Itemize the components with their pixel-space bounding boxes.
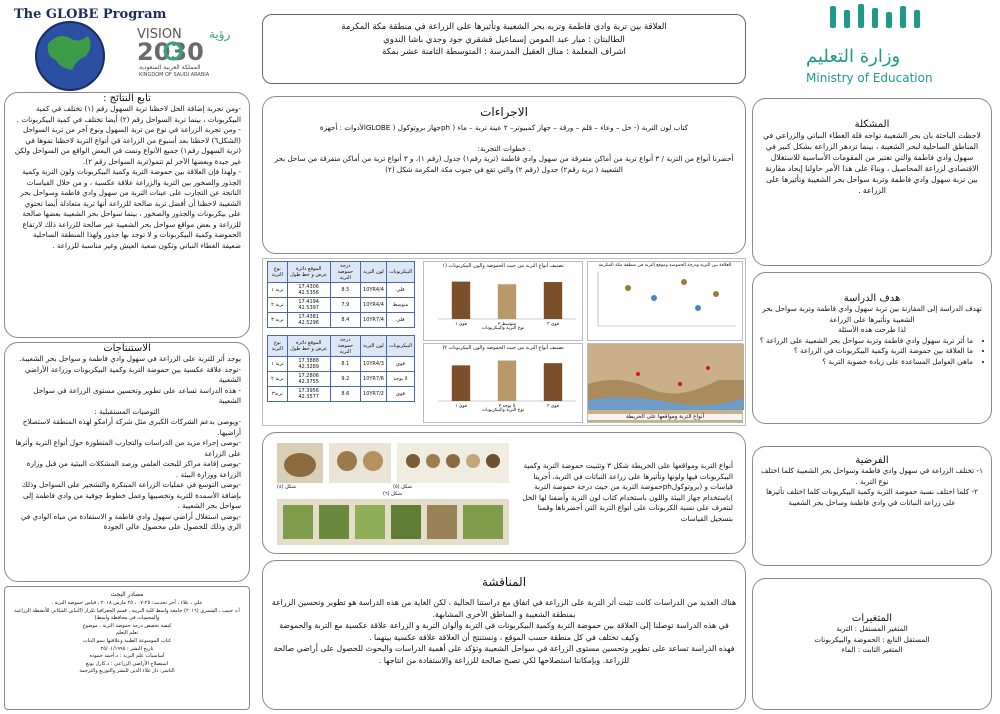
conclusions-box [4,342,250,582]
table-header: درجة حموضة التربة [330,336,360,357]
map-svg [588,344,744,410]
figures-text: أنواع التربة ومواقعها على الخريطة شكل ٣ وتثبيت حموضة التربة وكمية البيكربونات فيها ولونها وتأثيرها على زراعة النباتات في التربة، أجرينا قياسات و (بروتوكولphحموضة التربة من حيث درجة حموضة التربة )باستخدام جهاز البيئة واللون باستخدام كتاب لون التربة وأضفنا لها الخل لنتعرف على نسبة الكربونات على أنواع التربة التي أحضرناها وقمنا بتسجيل القياسات [522,461,733,523]
vision-2030-logo [133,22,253,78]
svg-text:KINGDOM OF SAUDI ARABIA: KINGDOM OF SAUDI ARABIA [139,72,210,78]
chart-tick-label: قوي ٣ [547,404,559,409]
recommendation-item: -يوصى التوسع في عمليات الزراعة المبتكرة والتشجير على السواحل وذلك بإضافة الأسمدة للتربة وتخصيبها وعمل خطوط جوفية من وادي فاطمة إلى سواحل بحر الشعيبة . [21,480,241,510]
discussion-p2: في هذه الدراسة توصلنا إلى العلاقة بين حموضة التربة وكمية البيكربونات في التربة وألوان التربة و الزراعة علاقة عكسية مع التربة والحموضة وكيف تختلف في كل منطقة حسب الموقع ، ونستنتج أن العلاقة علاقة عكسية بينهما . [279,621,729,642]
map-caption: أنواع التربة ومواقعها على الخريطة [588,414,742,420]
results-p3: - ولهذا فإن العلاقة بين حموضة التربة وكمية البيكربونات ولون التربة وكمية الجذور والصخور بين التربة والزراعة علاقة عكسية ، و من خلال القياسات الناتجة عن التجارب على عينات التربة من سهول وادي فاطمة وسواحل بحر الشعيبة لاحظنا أن أفضل تربة صالحة للزراعة أنها تربة متعادلة أيضا تحتوي على بيكربونات والجذور والصخور ، بينما سواحل بحر الشعيبة بعضها صالحة للزراعة و بعض مواقع سواحل بحر الشعيبة غير صالحة للزراعة ذلك لارتفاع الحموضة وكمية البيكربونات و لا توجد بها جذور ولهذا المنطقة الساحلية ضعيفة الغطاء النباتي وتكون صعبة العيش وغير مناسبة للزراعة . [20,167,241,250]
table-row: متوسط 10YR4/4 7.9 17.4194 42.5397 تربة ٢ [268,298,415,313]
chart-tick-label: قوي ٣ [547,322,559,327]
chart-1-title: تصنيف أنواع التربة من حيث الحموضة والون البيكربونات (١ [442,263,564,269]
ministry-of-education-logo [800,0,990,90]
table-row: قوي 10YR4/3 8.1 17.3888 42.3289 تربة ١ [268,357,415,372]
figures-box [262,432,746,554]
chart-bar [544,363,562,401]
reference-line: استصلاح الأراضي الزراعي : د.كارل يونغ [85,660,169,667]
chart-2-title: تصنيف أنواع التربة من حيث الحموضة والون البيكربونات ٢( [442,345,564,351]
reference-line: تعلم التعلم [115,630,139,637]
svg-text:رؤية: رؤية [209,27,231,41]
procedures-title: الاجراءات [480,105,528,119]
table-1 [267,261,415,328]
references-title: مصادر البحث [110,591,144,598]
problem-title: المشكلة [854,119,890,130]
table-header: نوع التربة [268,336,288,357]
table-header: لون التربة [361,262,387,283]
scatter-plot [587,261,743,341]
svg-text:وزارة التعليم: وزارة التعليم [806,46,901,67]
hypothesis-1: ١- تختلف الزراعة في سهول وادي فاطمة وسواحل بحر الشعيبة كلما اختلف نوع التربة . [761,466,983,486]
table-header: الموقع دائرة عرض و خط طول [287,262,330,283]
hypothesis-box [752,446,992,566]
problem-text: لاحظت الباحثة بان بحر الشعيبة تواجه قلة الغطاء النباتي والزراعي في المناطق الساحلية لبحر الشعيبة ، بينما تزدهر الزراعة بشكل كبير في سهول وادي فاطمة والتي تعتبر من المقومات الأساسية للاستغلال الاقتصادي لزراعة المحاصيل ، وبناءً على هذا الأمر حاولنا إيجاد مقارنة بين تربة سهول وادي فاطمة وتربة سواحل بحر الشعيبة وتأثيرها على الزراعة . [763,131,981,195]
globe-logo-text: The GLOBE Program [14,7,167,22]
chart-tick-label: متوسط ٢ [498,322,516,327]
variable-independent: المتغير المستقل : التربة [836,624,908,633]
procedures-box [262,96,746,254]
objective-box [752,272,992,424]
conclusion-item: -توجد علاقة عكسية بين حموضة التربة وكمية البيكربونات وزراعة الأراضي الشعبية [24,364,241,384]
figures-photos [273,439,513,549]
supervisor-line: اشراف المعلمة : منال العقيل المدرسة : المتوسطة الثامنة عشر بمكة [382,47,626,57]
chart-bar [544,282,562,319]
question-item: • ما أثر تربة سهول وادي فاطمة وتربة سواحل بحر الشعيبة على الزراعة ؟ [759,336,973,347]
conclusion-item: يوجد أثر للتربة على الزراعة في سهول وادي فاطمة و سواحل بحر الشعيبة. [19,354,241,363]
reference-line: كيفية تخفيض درجة حموضة التربة ، موضوع [82,622,172,629]
bar-chart-2 [423,343,583,423]
variable-dependent: المستقل التابع : الحموضة والبيكربونات [814,634,930,644]
chart-2-svg [424,351,582,413]
chart-1-svg [424,269,582,331]
question-item: • ماهي العوامل المساعدة على زيادة خصوبة التربة ؟ [759,357,973,368]
conclusions-title: الاستنتاجات [103,343,151,354]
table-header: درجة حموضة التربة [330,262,360,283]
problem-box [752,98,992,266]
table-header: البيكربونات [386,262,414,283]
discussion-title: المناقشة [481,575,527,589]
table-row: لا يوجد 10YR7/6 9.2 17.2806 42.3755 تربة ٢ [268,372,415,387]
table-header: نوع التربة [268,262,288,283]
poster-header [262,14,746,84]
table-row: قلي 10YR4/4 8.5 17.4306 42.5356 تربة ١ [268,283,415,298]
conclusion-item: - هذه الدراسة تساعد على تطوير وتحسين مستوى الزراعة في سواحل الشعيبة [33,385,241,405]
table-2 [267,335,415,402]
procedures-steps: أحضرنا أنواع من التربة / ٣ أنواع تربة من أماكن متفرقة من سهول وادي فاطمة (تربة رقم١) جدول (رقم ١)، و ٣ أنواع تربة من أماكن متفرقة من ساحل بحر الشعيبة ( تربة رقم٢) جدول (رقم ٢) والتي تقع في جنوب مكة المكرمة شكل (٢) [274,154,734,174]
table-header: الموقع دائرة عرض و خط طول [287,336,330,357]
hypothesis-2: ٢- كلما اختلف نسبة حموضة التربة وكمية البيكربونات كلما اختلف تأثيرها على زراعة النباتات في وادي فاطمة وساحل بحر الشعيبة [766,487,978,507]
chart-bar [498,361,516,401]
chart-tick-label: قوي ١ [455,404,467,409]
svg-text:VISION: VISION [137,27,182,42]
reference-line: كتاب الموسوعة الطبية وعلاقتها بنمو النبات [82,637,172,644]
chart-tick-label: قوي ١ [455,322,467,327]
figure-caption: شكل (٥) [393,484,412,490]
chart-bar [452,365,470,401]
variables-title: المتغيرات [851,613,893,624]
table-header: البيكربونات [386,336,414,357]
chart-axis-title: نوع التربة والبيكربونات [481,408,525,413]
question-item: • ما العلاقة بين حموضة التربة وكمية البيكربونات في الزراعة ؟ [759,346,973,357]
chart-tick-label: لا يوجد ٢ [498,404,516,409]
svg-text:المملكة العربية السعودية: المملكة العربية السعودية [139,64,201,71]
reference-line: أساسيات علم التربة : د.أحمد حموده [89,653,165,660]
results-p1: -ومن تجربة إضافة الخل لاحظنا تربة السهول رقم (١) تختلف في كمية البيكربونات ، بينما تربة السواحل رقم (٢) أيضا تختلف في كمية البيكربونات . [16,104,241,124]
questions-title: لذا طرحت هذه الأسئلة [838,325,906,334]
data-panel [262,258,746,426]
chart-bar [498,284,516,319]
discussion-p1: هناك العديد من الدراسات كانت تثبت أثر التربة على الزراعة في اتفاق مع دراستنا الحالية ، لكن الغاية من هذه الدراسة هو تطوير وتحسين الزراعة بمنطقة الشعيبة و المناطق الأخرى المشابهة. [271,598,737,619]
svg-text:2030: 2030 [137,38,204,66]
results-title: تابع النتائج : [103,93,151,104]
results-box [4,92,250,338]
discussion-p3: فهذه الدراسة تساعد على تطوير وتحسين مستوى الزراعة في سواحل الشعيبة وتؤكد على أهمية الدراسات والبحوث للحصول على أراضي صالحة للزراعة. وبإمكاننا استصلاحها لكي تصبح صالحة للزراعة والاستفادة من انتاجها . [273,644,735,665]
objective-text: تهدف الدراسة إلى المقارنة بين تربة سهول وادي فاطمة وتربة سواحل بحر الشعيبة وتأثيرها على الزراعة [762,304,982,324]
variables-box [752,578,992,710]
variable-constant: المتغير الثابت : الماء [841,645,903,654]
discussion-box [262,560,746,710]
table-row: قوي 10YR7/2 8.6 17.3956 42.3577 تربة٣ [268,387,415,402]
results-p2: - ومن تجربة الزراعة في نوع من تربة السهول ونوع آخر من تربة السواحل (الشكل٦) لاحظنا بعد أسبوع من الزراعة في أنواع التربة لاحظنا نموها في (تربة السهول رقم١) جميع الأنواع ونمت في البعض الواقع من السواحل ولكن غير جيدة وبعضها الآخر لم تنمو(تربة السواحل رقم ٢). [14,125,241,166]
students-line: الطالبتان : ميار عبد المومن إسماعيل قشقري جود وجدي باشا الندوي [383,34,625,45]
recommendation-item: -يوصى إقامة مراكز للبحث العلمي ورصد المشكلات البيئية من قبل وزارة الزراعة ووزارة البيئة . [26,459,241,479]
soil-map [587,343,743,423]
chart-bar [452,282,470,319]
scatter-svg [588,268,742,334]
recommendation-item: -يوصى استغلال أراضي سهول وادي فاطمة و الاستفادة من مياه الوادي في الري وذلك للحصول على محصول عالي الجودة [20,511,241,531]
svg-text:Ministry of Education: Ministry of Education [806,71,933,85]
table-header: لون التربة [361,336,387,357]
reference-line: أ.د حبيب ، الشمري (٢٠١٦) جامعة واسط كلية التربية ، قسم الجغرافيا تكرار (التباين المكاني للأنشطة الزراعية والمحميات في محافظة واسط) [14,607,240,622]
reference-line: الناشر: دار علاء الدين للنشر والتوزيع والترجمة [79,668,175,675]
references-box [4,586,250,710]
recommendations-title: التوصيات المستقبلية : [94,406,160,416]
scatter-title: العلاقة بين التربة ودرجة الحموضة وموقع التربة في منطقة مكة المكرمة [598,263,732,268]
procedures-tools: كتاب لون التربة (- خل – وعاء – قلم – ورقة – جهاز كمبيوتر– ٢ عينة تربة – ماء ( phجهاز بروتوكول ( GLOBEالأدوات : أجهزة [319,123,689,132]
objective-title: هدف الدراسة [843,293,901,304]
figure-caption: شكل (٦) [383,491,402,497]
figure-caption: شكل (٤) [277,484,296,490]
reference-line: علي ، علاء ، آخر تحديث: ٠٧:٢٥ ، ٢٥ مارس ٢٠١٨ ، قياس حموضة التربة . [51,600,203,606]
poster-title: العلاقة بين تربة وادي فاطمة وتربه بحر الشعيبة وتأثيرها على الزراعة في منطقة مكة المكرمة [341,22,667,32]
hypothesis-title: الفرضية [855,455,889,466]
table-row: قلي 10YR7/4 8.4 17.4381 42.5296 تربة ٣ [268,313,415,328]
bar-chart-1 [423,261,583,341]
recommendation-item: -يوصى إجراء مزيد من الدراسات والتجارب المتطورة حول أنواع التربة وأثرها على الزراعة [15,438,241,458]
reference-line: تاريخ النشر : ٢٥/٠١/١٩٩٥ [100,645,154,652]
chart-axis-title: نوع التربة والبيكربونات [481,326,525,331]
recommendation-item: -ويوصى بدعم الشركات الكبرى مثل شركة أرامكو لهذه المنطقة لاستصلاح أراضيها. [22,417,241,437]
procedures-steps-title: . خطوات التجربة: [477,143,531,153]
